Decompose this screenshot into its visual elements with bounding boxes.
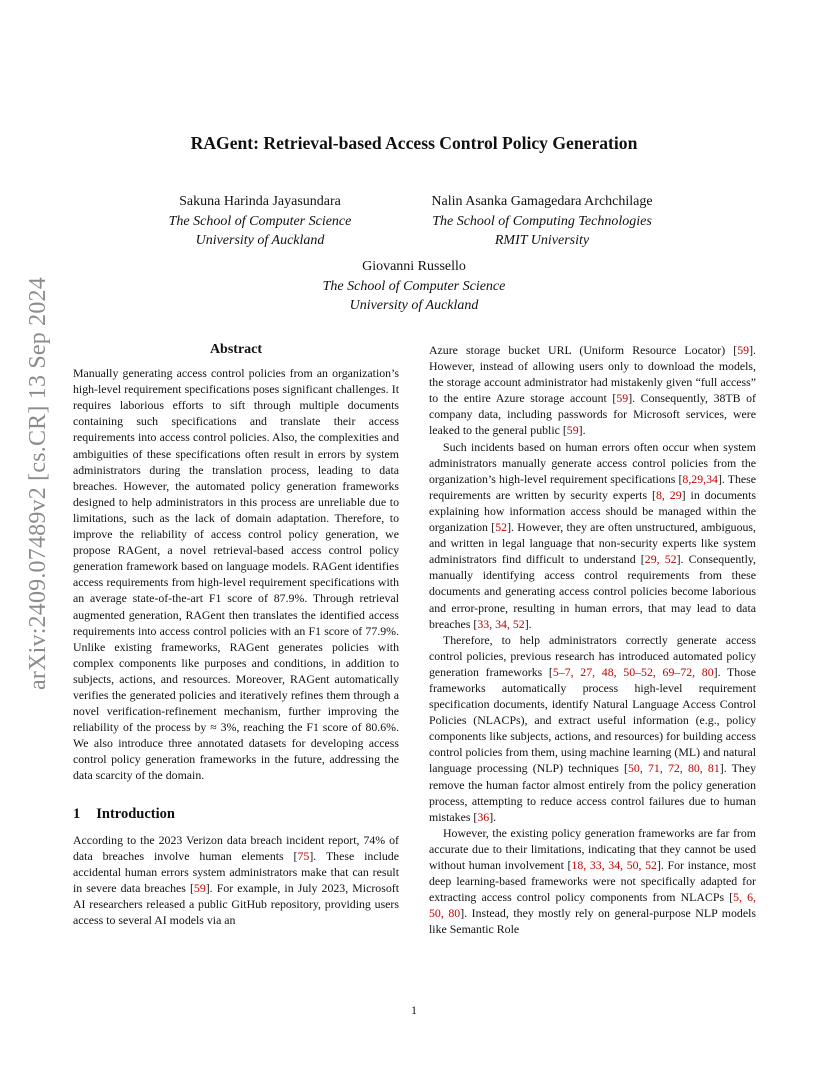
author-department: The School of Computer Science [322, 278, 506, 294]
citation-link[interactable]: 8, 29 [655, 487, 682, 502]
citation-link[interactable]: 36 [477, 809, 490, 824]
citation-link[interactable]: 5–7, 27, 48, 50–52, 69–72, 80 [552, 664, 714, 679]
citation-link[interactable]: 59 [616, 391, 629, 406]
citation-link[interactable]: 8,29,34 [682, 471, 718, 486]
author-block [130, 192, 390, 251]
page-number: 1 [411, 1003, 417, 1017]
right-column [429, 342, 756, 937]
author-name: Sakuna Harinda Jayasundara [179, 194, 341, 209]
paragraph: Azure storage bucket URL (Uniform Resource Locator) [59]. However, instead of allowing users only to download the models, the storage account administrator had mistakenly given “full access” to the entire Azure storage account [59]. Consequently, 38TB of company data, including passwords for Microsoft services, were leaked to the general public [59]. [429, 343, 756, 438]
paragraph: According to the 2023 Verizon data breach incident report, 74% of data breaches involve human elements [75]. These include accidental human errors system administrators make that can result in severe data breaches [59]. For example, in July 2023, Microsoft AI researchers released a public GitHub repository, providing users access to several AI models via an [73, 832, 399, 928]
author-department: The School of Computing Technologies [432, 213, 652, 229]
citation-link[interactable]: 52 [495, 520, 508, 535]
citation-link[interactable]: 59 [193, 880, 206, 895]
citation-link[interactable]: 29, 52 [644, 552, 677, 567]
citation-link[interactable]: 33, 34, 52 [477, 616, 525, 631]
citation-link[interactable]: 59 [737, 343, 750, 357]
section-number: 1 [73, 805, 81, 822]
citation-link[interactable]: 5, 6, 50, 80 [429, 890, 756, 921]
paragraph: Such incidents based on human errors often occur when system administrators manually generate access control policies from the organization’s high-level requirement specifications [8,29,34]. These requirements are written by security experts [8, 29] in documents explaining how information access should be managed within the organization [52]. However, they are often unstructured, ambiguous, and written in legal language that non-security experts like system administrators find difficult to understand [29, 52]. Consequently, manually identifying access control requirements from these documents and generating access control policies become laborious and error-prone, resulting in human errors, that may lead to data breaches [33, 34, 52]. [429, 439, 756, 631]
author-department: The School of Computer Science [168, 213, 352, 229]
author-institution: University of Auckland [195, 233, 325, 248]
paper-title: RAGent: Retrieval-based Access Control Policy Generation [190, 133, 638, 153]
paragraph: However, the existing policy generation frameworks are far from accurate due to their limitations, indicating that they cannot be used without human involvement [18, 33, 34, 50, 52]. For instance, most deep learning-based frameworks were not specifically adapted for extracting access control policy components from NLACPs [5, 6, 50, 80]. Instead, they mostly rely on general-purpose NLP models like Semantic Role [429, 825, 756, 937]
author-name: Giovanni Russello [362, 259, 466, 274]
abstract-text: Manually generating access control policies from an organization’s high-level requirement specifications poses significant challenges. It requires laborious efforts to sift through multiple documents containing such specifications and translate their access requirements into access control policies. Also, the complexities and ambiguities of these specifications often result in errors by system administrators during the translation process, leading to data breaches. However, the automated policy generation frameworks designed to help administrators in this process are unreliable due to limitations, such as the lack of domain adaptation. Therefore, to improve the reliability of access control policy generation, we propose RAGent, a novel retrieval-based access control policy generation framework based on language models. RAGent identifies access requirements from high-level requirement specifications with an average state-of-the-art F1 score of 87.9%. Through retrieval augmented generation, RAGent then translates the identified access requirements into access control policies with an F1 score of 77.9%. Unlike existing frameworks, RAGent generates policies with complex components like purposes and conditions, in addition to subjects, actions, and resources. Moreover, RAGent automatically verifies the generated policies and iteratively refines them through a novel verification-refinement mechanism, further improving the reliability of the process by ≈ 3%, reaching the F1 score of 80.6%. We also introduce three annotated datasets for developing access control policy generation frameworks in the future, addressing the data scarcity of the domain. [73, 366, 399, 783]
abstract-heading: Abstract [209, 342, 263, 357]
author-institution: University of Auckland [349, 298, 479, 313]
author-block [284, 257, 544, 316]
section-heading [73, 806, 399, 822]
arxiv-identifier [20, 276, 56, 690]
citation-link[interactable]: 18, 33, 34, 50, 52 [571, 858, 657, 872]
arxiv-identifier-text: arXiv:2409.07489v2 [cs.CR] 13 Sep 2024 [24, 276, 51, 690]
citation-link[interactable]: 75 [297, 848, 310, 863]
citation-link[interactable]: 50, 71, 72, 80, 81 [627, 761, 720, 776]
author-name: Nalin Asanka Gamagedara Archchilage [431, 194, 653, 209]
left-column [73, 342, 399, 928]
section-title: Introduction [96, 805, 175, 822]
paragraph: Therefore, to help administrators correctly generate access control policies, previous research has introduced automated policy generation frameworks [5–7, 27, 48, 50–52, 69–72, 80]. Those frameworks automatically process high-level requirement specification documents, identify Natural Language Access Control Policies (NLACPs), and extract useful information (e.g., policy components like subjects, actions, and resources) for building access control policies from them, using machine learning (ML) and natural language processing (NLP) techniques [50, 71, 72, 80, 81]. They remove the human factor almost entirely from the policy generation process, attempting to reduce access control failures due to human mistakes [36]. [429, 632, 756, 824]
citation-link[interactable]: 59 [566, 423, 579, 438]
author-institution: RMIT University [494, 233, 590, 248]
author-block [398, 192, 686, 251]
